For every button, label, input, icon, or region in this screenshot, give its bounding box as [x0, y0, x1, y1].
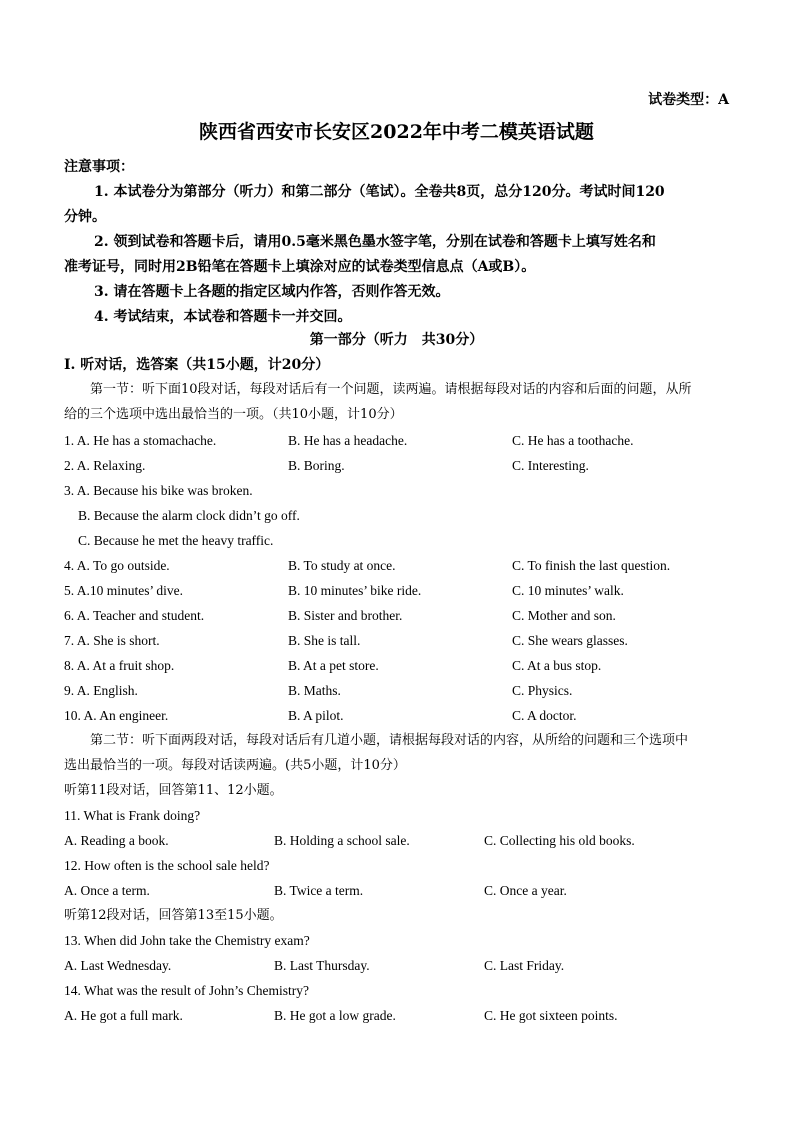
question-6-option-c: C. Mother and son.	[512, 608, 616, 623]
dialog-12-intro: 听第12段对话，回答第13至15小题。	[64, 908, 283, 923]
question-12-stem: 12. How often is the school sale held?	[64, 858, 270, 873]
dialog-11-intro: 听第11段对话，回答第11、12小题。	[64, 783, 283, 798]
question-3-option-a: 3. A. Because his bike was broken.	[64, 483, 253, 498]
notice-item-2: 2. 领到试卷和答题卡后，请用0.5毫米黑色墨水签字笔，分别在试卷和答题卡上填写姓名和	[94, 234, 656, 250]
question-3-option-b: B. Because the alarm clock didn’t go off.	[78, 508, 300, 523]
notice-item-4: 4. 考试结束，本试卷和答题卡一并交回。	[94, 309, 352, 325]
question-11-option-b: B. Holding a school sale.	[274, 833, 410, 848]
question-8-option-b: B. At a pet store.	[288, 658, 379, 673]
notice-item-1: 1. 本试卷分为第部分（听力）和第二部分（笔试）。全卷共8页，总分120分。考试时间120	[94, 184, 665, 200]
question-12-option-b: B. Twice a term.	[274, 883, 364, 898]
question-10-option-c: C. A doctor.	[512, 708, 577, 723]
question-4-option-c: C. To finish the last question.	[512, 558, 671, 573]
question-10-option-b: B. A pilot.	[288, 708, 344, 723]
question-5-option-b: B. 10 minutes’ bike ride.	[288, 583, 422, 598]
question-7-option-a: 7. A. She is short.	[64, 633, 160, 648]
paper-type-label: 试卷类型：A	[648, 92, 729, 108]
question-1-option-a: 1. A. He has a stomachache.	[64, 433, 217, 448]
question-14-stem: 14. What was the result of John’s Chemistry?	[64, 983, 309, 998]
question-9-option-b: B. Maths.	[288, 683, 341, 698]
question-10-option-a: 10. A. An engineer.	[64, 708, 169, 723]
question-4-option-b: B. To study at once.	[288, 558, 396, 573]
question-5-option-a: 5. A.10 minutes’ dive.	[64, 583, 183, 598]
question-7-option-b: B. She is tall.	[288, 633, 361, 648]
question-12-option-a: A. Once a term.	[64, 883, 150, 898]
question-11-stem: 11. What is Frank doing?	[64, 808, 201, 823]
question-1-option-c: C. He has a toothache.	[512, 433, 634, 448]
question-11-option-a: A. Reading a book.	[64, 833, 169, 848]
question-12-option-c: C. Once a year.	[484, 883, 567, 898]
section1-instructions-cont: 给的三个选项中选出最恰当的一项。（共10小题，计10分）	[64, 407, 403, 422]
part1-heading: 第一部分（听力 共30分）	[309, 332, 484, 348]
question-14-option-b: B. He got a low grade.	[274, 1008, 396, 1023]
section2-instructions: 第二节：听下面两段对话，每段对话后有几道小题，请根据每段对话的内容，从所给的问题和三个选项中	[90, 733, 689, 748]
question-6-option-a: 6. A. Teacher and student.	[64, 608, 205, 623]
question-2-option-b: B. Boring.	[288, 458, 345, 473]
question-13-option-c: C. Last Friday.	[484, 958, 565, 973]
question-8-option-a: 8. A. At a fruit shop.	[64, 658, 175, 673]
question-13-stem: 13. When did John take the Chemistry exam?	[64, 933, 310, 948]
question-3-option-c: C. Because he met the heavy traffic.	[78, 533, 274, 548]
section2-instructions-cont: 选出最恰当的一项。每段对话读两遍。(共5小题，计10分）	[64, 758, 406, 773]
page-title: 陕西省西安市长安区2022年中考二模英语试题	[199, 121, 594, 143]
notice-item-1-cont: 分钟。	[64, 209, 106, 225]
question-5-option-c: C. 10 minutes’ walk.	[512, 583, 624, 598]
section1-heading: Ⅰ. 听对话，选答案（共15小题，计20分）	[64, 357, 330, 373]
question-14-option-a: A. He got a full mark.	[64, 1008, 183, 1023]
question-9-option-c: C. Physics.	[512, 683, 573, 698]
question-6-option-b: B. Sister and brother.	[288, 608, 403, 623]
question-2-option-c: C. Interesting.	[512, 458, 589, 473]
question-14-option-c: C. He got sixteen points.	[484, 1008, 618, 1023]
question-9-option-a: 9. A. English.	[64, 683, 138, 698]
question-4-option-a: 4. A. To go outside.	[64, 558, 170, 573]
question-13-option-b: B. Last Thursday.	[274, 958, 370, 973]
question-2-option-a: 2. A. Relaxing.	[64, 458, 146, 473]
question-7-option-c: C. She wears glasses.	[512, 633, 628, 648]
question-11-option-c: C. Collecting his old books.	[484, 833, 635, 848]
section1-instructions: 第一节：听下面10段对话，每段对话后有一个问题，读两遍。请根据每段对话的内容和后面的问题，从所	[90, 382, 692, 397]
notice-heading: 注意事项：	[64, 159, 134, 175]
question-1-option-b: B. He has a headache.	[288, 433, 408, 448]
notice-item-2-cont: 准考证号，同时用2B铅笔在答题卡上填涂对应的试卷类型信息点（A或B）。	[64, 259, 536, 275]
notice-item-3: 3. 请在答题卡上各题的指定区域内作答，否则作答无效。	[94, 284, 450, 300]
question-13-option-a: A. Last Wednesday.	[64, 958, 172, 973]
question-8-option-c: C. At a bus stop.	[512, 658, 602, 673]
